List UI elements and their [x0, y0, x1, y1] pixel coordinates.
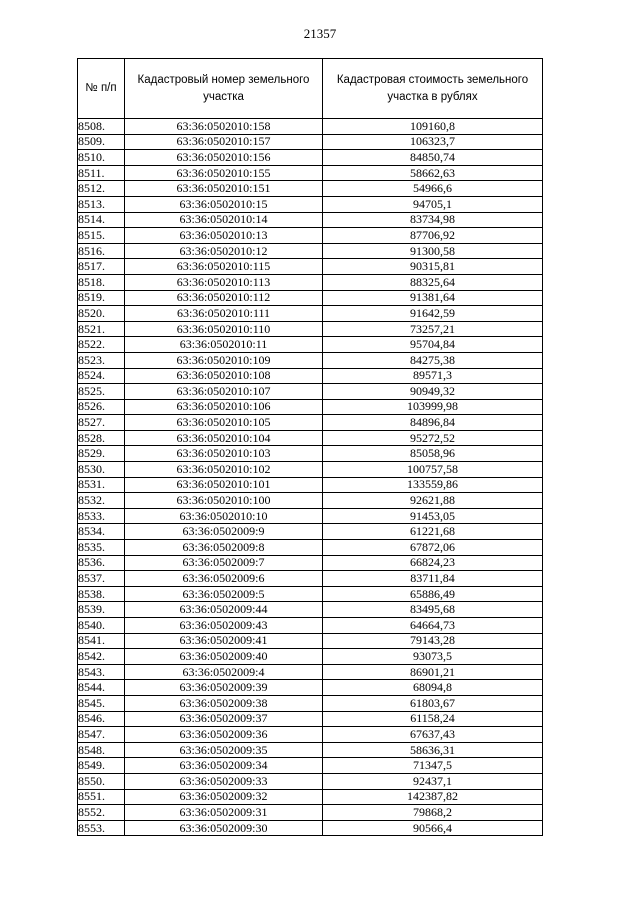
- row-number: 8510.: [78, 150, 125, 166]
- cadastral-number: 63:36:0502010:155: [125, 165, 323, 181]
- cadastral-number: 63:36:0502010:15: [125, 196, 323, 212]
- cadastral-cost: 83734,98: [323, 212, 543, 228]
- page-number: 21357: [303, 26, 337, 41]
- table-row: [78, 119, 543, 135]
- cadastral-number: 63:36:0502010:156: [125, 150, 323, 166]
- cadastral-cost: 92437,1: [323, 773, 543, 789]
- cadastral-number: 63:36:0502009:40: [125, 649, 323, 665]
- cadastral-number: 63:36:0502010:11: [125, 337, 323, 353]
- cadastral-cost: 71347,5: [323, 758, 543, 774]
- row-number: 8526.: [78, 399, 125, 415]
- table-body: [78, 119, 543, 836]
- cadastral-cost: 64664,73: [323, 618, 543, 634]
- cadastral-cost: 68094,8: [323, 680, 543, 696]
- table-row: [78, 368, 543, 384]
- row-number: 8544.: [78, 680, 125, 696]
- table-row: [78, 493, 543, 509]
- table-row: [78, 321, 543, 337]
- table-row: [78, 711, 543, 727]
- table-row: [78, 212, 543, 228]
- row-number: 8547.: [78, 727, 125, 743]
- table-row: [78, 352, 543, 368]
- cadastral-cost: 66824,23: [323, 555, 543, 571]
- cadastral-cost: 89571,3: [323, 368, 543, 384]
- cadastral-cost: 94705,1: [323, 196, 543, 212]
- table-row: [78, 742, 543, 758]
- row-number: 8529.: [78, 446, 125, 462]
- row-number: 8518.: [78, 274, 125, 290]
- cadastral-number: 63:36:0502009:6: [125, 571, 323, 587]
- cadastral-number: 63:36:0502010:113: [125, 274, 323, 290]
- cadastral-number: 63:36:0502010:103: [125, 446, 323, 462]
- cadastral-cost: 133559,86: [323, 477, 543, 493]
- table-row: [78, 477, 543, 493]
- table-row: [78, 758, 543, 774]
- row-number: 8545.: [78, 695, 125, 711]
- cadastral-cost: 90315,81: [323, 259, 543, 275]
- row-number: 8513.: [78, 196, 125, 212]
- cadastral-cost: 106323,7: [323, 134, 543, 150]
- table-row: [78, 555, 543, 571]
- table-row: [78, 306, 543, 322]
- cadastral-cost: 142387,82: [323, 789, 543, 805]
- table-row: [78, 462, 543, 478]
- row-number: 8512.: [78, 181, 125, 197]
- cadastral-cost: 67872,06: [323, 540, 543, 556]
- cadastral-number: 63:36:0502009:38: [125, 695, 323, 711]
- table-row: [78, 446, 543, 462]
- row-number: 8543.: [78, 664, 125, 680]
- table-row: [78, 228, 543, 244]
- cadastral-cost: 58636,31: [323, 742, 543, 758]
- cadastral-cost: 91642,59: [323, 306, 543, 322]
- row-number: 8534.: [78, 524, 125, 540]
- cadastral-cost: 61158,24: [323, 711, 543, 727]
- cadastral-number: 63:36:0502009:43: [125, 618, 323, 634]
- cadastral-number: 63:36:0502010:14: [125, 212, 323, 228]
- cadastral-cost: 91381,64: [323, 290, 543, 306]
- row-number: 8537.: [78, 571, 125, 587]
- table-row: [78, 508, 543, 524]
- row-number: 8541.: [78, 633, 125, 649]
- row-number: 8536.: [78, 555, 125, 571]
- cadastral-number: 63:36:0502010:101: [125, 477, 323, 493]
- table-row: [78, 805, 543, 821]
- row-number: 8542.: [78, 649, 125, 665]
- row-number: 8539.: [78, 602, 125, 618]
- row-number: 8522.: [78, 337, 125, 353]
- cadastre-table: [77, 58, 543, 836]
- cadastral-number: 63:36:0502010:107: [125, 384, 323, 400]
- cadastral-number: 63:36:0502010:104: [125, 430, 323, 446]
- table-row: [78, 134, 543, 150]
- header-num: № п/п: [78, 59, 125, 119]
- cadastral-number: 63:36:0502009:32: [125, 789, 323, 805]
- cadastral-number: 63:36:0502010:10: [125, 508, 323, 524]
- table-row: [78, 384, 543, 400]
- cadastral-number: 63:36:0502010:158: [125, 119, 323, 135]
- table-header: [78, 59, 543, 119]
- cadastral-cost: 84275,38: [323, 352, 543, 368]
- cadastral-number: 63:36:0502010:151: [125, 181, 323, 197]
- cadastral-cost: 87706,92: [323, 228, 543, 244]
- cadastral-cost: 85058,96: [323, 446, 543, 462]
- cadastral-cost: 86901,21: [323, 664, 543, 680]
- table-row: [78, 196, 543, 212]
- cadastral-number: 63:36:0502010:111: [125, 306, 323, 322]
- header-row: [78, 59, 543, 119]
- row-number: 8548.: [78, 742, 125, 758]
- table-row: [78, 680, 543, 696]
- cadastral-number: 63:36:0502010:100: [125, 493, 323, 509]
- row-number: 8531.: [78, 477, 125, 493]
- table-row: [78, 727, 543, 743]
- table-row: [78, 165, 543, 181]
- table-row: [78, 695, 543, 711]
- row-number: 8509.: [78, 134, 125, 150]
- row-number: 8533.: [78, 508, 125, 524]
- cadastral-number: 63:36:0502010:106: [125, 399, 323, 415]
- cadastral-number: 63:36:0502009:36: [125, 727, 323, 743]
- row-number: 8552.: [78, 805, 125, 821]
- cadastral-number: 63:36:0502009:7: [125, 555, 323, 571]
- cadastral-cost: 95272,52: [323, 430, 543, 446]
- table-row: [78, 150, 543, 166]
- row-number: 8540.: [78, 618, 125, 634]
- cadastral-number: 63:36:0502009:9: [125, 524, 323, 540]
- cadastral-cost: 73257,21: [323, 321, 543, 337]
- row-number: 8549.: [78, 758, 125, 774]
- row-number: 8527.: [78, 415, 125, 431]
- table-row: [78, 649, 543, 665]
- table-row: [78, 274, 543, 290]
- cadastral-cost: 67637,43: [323, 727, 543, 743]
- table-row: [78, 540, 543, 556]
- row-number: 8525.: [78, 384, 125, 400]
- row-number: 8523.: [78, 352, 125, 368]
- row-number: 8551.: [78, 789, 125, 805]
- table-row: [78, 618, 543, 634]
- cadastral-number: 63:36:0502009:30: [125, 820, 323, 836]
- cadastral-number: 63:36:0502010:110: [125, 321, 323, 337]
- cadastral-cost: 95704,84: [323, 337, 543, 353]
- cadastral-cost: 83495,68: [323, 602, 543, 618]
- row-number: 8553.: [78, 820, 125, 836]
- cadastral-number: 63:36:0502009:35: [125, 742, 323, 758]
- cadastral-number: 63:36:0502010:115: [125, 259, 323, 275]
- table-row: [78, 430, 543, 446]
- row-number: 8515.: [78, 228, 125, 244]
- table-row: [78, 571, 543, 587]
- row-number: 8535.: [78, 540, 125, 556]
- table-row: [78, 633, 543, 649]
- row-number: 8530.: [78, 462, 125, 478]
- table-row: [78, 399, 543, 415]
- row-number: 8514.: [78, 212, 125, 228]
- cadastral-number: 63:36:0502010:109: [125, 352, 323, 368]
- cadastral-cost: 61221,68: [323, 524, 543, 540]
- cadastral-cost: 100757,58: [323, 462, 543, 478]
- row-number: 8532.: [78, 493, 125, 509]
- row-number: 8538.: [78, 586, 125, 602]
- cadastral-cost: 54966,6: [323, 181, 543, 197]
- cadastral-cost: 58662,63: [323, 165, 543, 181]
- cadastral-number: 63:36:0502009:8: [125, 540, 323, 556]
- cadastral-cost: 91453,05: [323, 508, 543, 524]
- cadastral-number: 63:36:0502009:41: [125, 633, 323, 649]
- cadastral-cost: 90566,4: [323, 820, 543, 836]
- cadastral-cost: 84850,74: [323, 150, 543, 166]
- table-row: [78, 820, 543, 836]
- row-number: 8516.: [78, 243, 125, 259]
- cadastral-number: 63:36:0502009:37: [125, 711, 323, 727]
- cadastral-number: 63:36:0502009:44: [125, 602, 323, 618]
- table-row: [78, 290, 543, 306]
- cadastral-cost: 84896,84: [323, 415, 543, 431]
- table-row: [78, 789, 543, 805]
- row-number: 8546.: [78, 711, 125, 727]
- cadastral-cost: 88325,64: [323, 274, 543, 290]
- header-cadastral-cost: Кадастровая стоимость земельного участка в рублях: [323, 59, 543, 119]
- cadastral-cost: 61803,67: [323, 695, 543, 711]
- cadastral-cost: 93073,5: [323, 649, 543, 665]
- table-row: [78, 181, 543, 197]
- table-row: [78, 415, 543, 431]
- row-number: 8520.: [78, 306, 125, 322]
- cadastral-number: 63:36:0502010:112: [125, 290, 323, 306]
- cadastral-cost: 79143,28: [323, 633, 543, 649]
- row-number: 8508.: [78, 119, 125, 135]
- cadastral-number: 63:36:0502009:39: [125, 680, 323, 696]
- cadastral-number: 63:36:0502009:34: [125, 758, 323, 774]
- cadastral-cost: 91300,58: [323, 243, 543, 259]
- cadastral-number: 63:36:0502009:5: [125, 586, 323, 602]
- table-row: [78, 586, 543, 602]
- table-row: [78, 602, 543, 618]
- cadastral-cost: 103999,98: [323, 399, 543, 415]
- header-cadastral-number: Кадастровый номер земельного участка: [125, 59, 323, 119]
- cadastral-number: 63:36:0502009:31: [125, 805, 323, 821]
- table-row: [78, 337, 543, 353]
- cadastral-number: 63:36:0502010:105: [125, 415, 323, 431]
- cadastral-number: 63:36:0502010:108: [125, 368, 323, 384]
- cadastral-number: 63:36:0502009:33: [125, 773, 323, 789]
- table-row: [78, 664, 543, 680]
- table-row: [78, 243, 543, 259]
- row-number: 8550.: [78, 773, 125, 789]
- cadastral-cost: 90949,32: [323, 384, 543, 400]
- cadastral-cost: 79868,2: [323, 805, 543, 821]
- cadastral-cost: 65886,49: [323, 586, 543, 602]
- cadastral-number: 63:36:0502010:12: [125, 243, 323, 259]
- row-number: 8517.: [78, 259, 125, 275]
- cadastral-number: 63:36:0502010:102: [125, 462, 323, 478]
- row-number: 8511.: [78, 165, 125, 181]
- cadastral-cost: 92621,88: [323, 493, 543, 509]
- row-number: 8528.: [78, 430, 125, 446]
- table-row: [78, 524, 543, 540]
- row-number: 8524.: [78, 368, 125, 384]
- cadastral-number: 63:36:0502009:4: [125, 664, 323, 680]
- cadastral-cost: 109160,8: [323, 119, 543, 135]
- cadastral-number: 63:36:0502010:13: [125, 228, 323, 244]
- row-number: 8521.: [78, 321, 125, 337]
- cadastral-cost: 83711,84: [323, 571, 543, 587]
- row-number: 8519.: [78, 290, 125, 306]
- cadastral-number: 63:36:0502010:157: [125, 134, 323, 150]
- table-row: [78, 259, 543, 275]
- table-row: [78, 773, 543, 789]
